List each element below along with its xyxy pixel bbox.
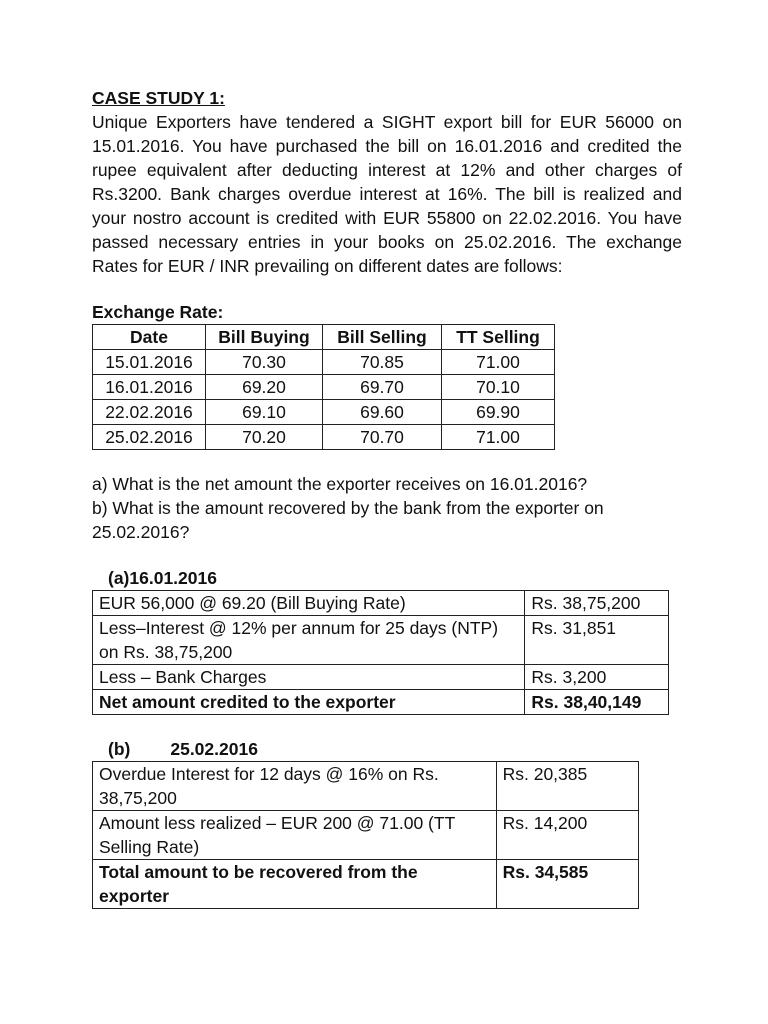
solution-b-amount: Rs. 20,385 — [496, 762, 638, 811]
solution-a-amount: Rs. 31,851 — [525, 616, 669, 665]
solution-b-description: Overdue Interest for 12 days @ 16% on Rs. 38,75,200 — [93, 762, 497, 811]
cell-bill-buying: 69.10 — [206, 400, 323, 425]
table-row — [93, 762, 639, 811]
solution-b-description: Amount less realized – EUR 200 @ 71.00 (TT Selling Rate) — [93, 811, 497, 860]
table-header-row — [93, 325, 555, 350]
cell-bill-selling: 70.85 — [323, 350, 442, 375]
cell-date: 22.02.2016 — [93, 400, 206, 425]
header-bill-selling: Bill Selling — [323, 325, 442, 350]
solution-a-total-label: Net amount credited to the exporter — [93, 690, 525, 715]
questions — [92, 472, 682, 544]
question-b: b) What is the amount recovered by the bank from the exporter on 25.02.2016? — [92, 498, 604, 542]
table-row-total — [93, 860, 639, 909]
table-row — [93, 425, 555, 450]
cell-tt-selling: 71.00 — [442, 350, 555, 375]
solution-b-heading — [92, 737, 682, 761]
cell-bill-selling: 69.70 — [323, 375, 442, 400]
solution-b-date: 25.02.2016 — [170, 739, 258, 759]
table-row — [93, 400, 555, 425]
cell-bill-buying: 70.20 — [206, 425, 323, 450]
solution-b-total-amount: Rs. 34,585 — [496, 860, 638, 909]
solution-a-amount: Rs. 38,75,200 — [525, 591, 669, 616]
solution-b-label: (b) — [108, 739, 131, 759]
cell-bill-selling: 69.60 — [323, 400, 442, 425]
solution-b-table — [92, 761, 639, 909]
cell-tt-selling: 70.10 — [442, 375, 555, 400]
case-paragraph: Unique Exporters have tendered a SIGHT export bill for EUR 56000 on 15.01.2016. You have purchased the bill on 16.01.2016 and credited the rupee equivalent after deducting interest at 12% and other charges of Rs.3200. Bank charges overdue interest at 16%. The bill is realized and your nostro account is credited with EUR 55800 on 22.02.2016. You have passed necessary entries in your books on 25.02.2016. The exchange Rates for EUR / INR prevailing on different dates are follows: — [92, 112, 682, 276]
solution-a-description: EUR 56,000 @ 69.20 (Bill Buying Rate) — [93, 591, 525, 616]
solution-a-amount: Rs. 3,200 — [525, 665, 669, 690]
cell-date: 25.02.2016 — [93, 425, 206, 450]
table-row — [93, 375, 555, 400]
solution-a-total-amount: Rs. 38,40,149 — [525, 690, 669, 715]
question-a: a) What is the net amount the exporter receives on 16.01.2016? — [92, 474, 588, 494]
solution-a-description: Less–Interest @ 12% per annum for 25 days (NTP) on Rs. 38,75,200 — [93, 616, 525, 665]
case-title: CASE STUDY 1: — [92, 88, 225, 108]
cell-bill-selling: 70.70 — [323, 425, 442, 450]
table-row — [93, 665, 669, 690]
header-bill-buying: Bill Buying — [206, 325, 323, 350]
solution-b-total-label: Total amount to be recovered from the exporter — [93, 860, 497, 909]
cell-date: 16.01.2016 — [93, 375, 206, 400]
cell-date: 15.01.2016 — [93, 350, 206, 375]
solution-a-heading: (a)16.01.2016 — [108, 568, 217, 588]
cell-tt-selling: 69.90 — [442, 400, 555, 425]
table-row — [93, 591, 669, 616]
exchange-rate-heading: Exchange Rate: — [92, 302, 224, 322]
document-page — [92, 86, 682, 909]
table-row — [93, 811, 639, 860]
solution-b-amount: Rs. 14,200 — [496, 811, 638, 860]
header-date: Date — [93, 325, 206, 350]
table-row-total — [93, 690, 669, 715]
solution-a-description: Less – Bank Charges — [93, 665, 525, 690]
solution-a-table — [92, 590, 669, 715]
cell-tt-selling: 71.00 — [442, 425, 555, 450]
header-tt-selling: TT Selling — [442, 325, 555, 350]
exchange-rate-table — [92, 324, 555, 450]
cell-bill-buying: 69.20 — [206, 375, 323, 400]
table-row — [93, 350, 555, 375]
cell-bill-buying: 70.30 — [206, 350, 323, 375]
table-row — [93, 616, 669, 665]
